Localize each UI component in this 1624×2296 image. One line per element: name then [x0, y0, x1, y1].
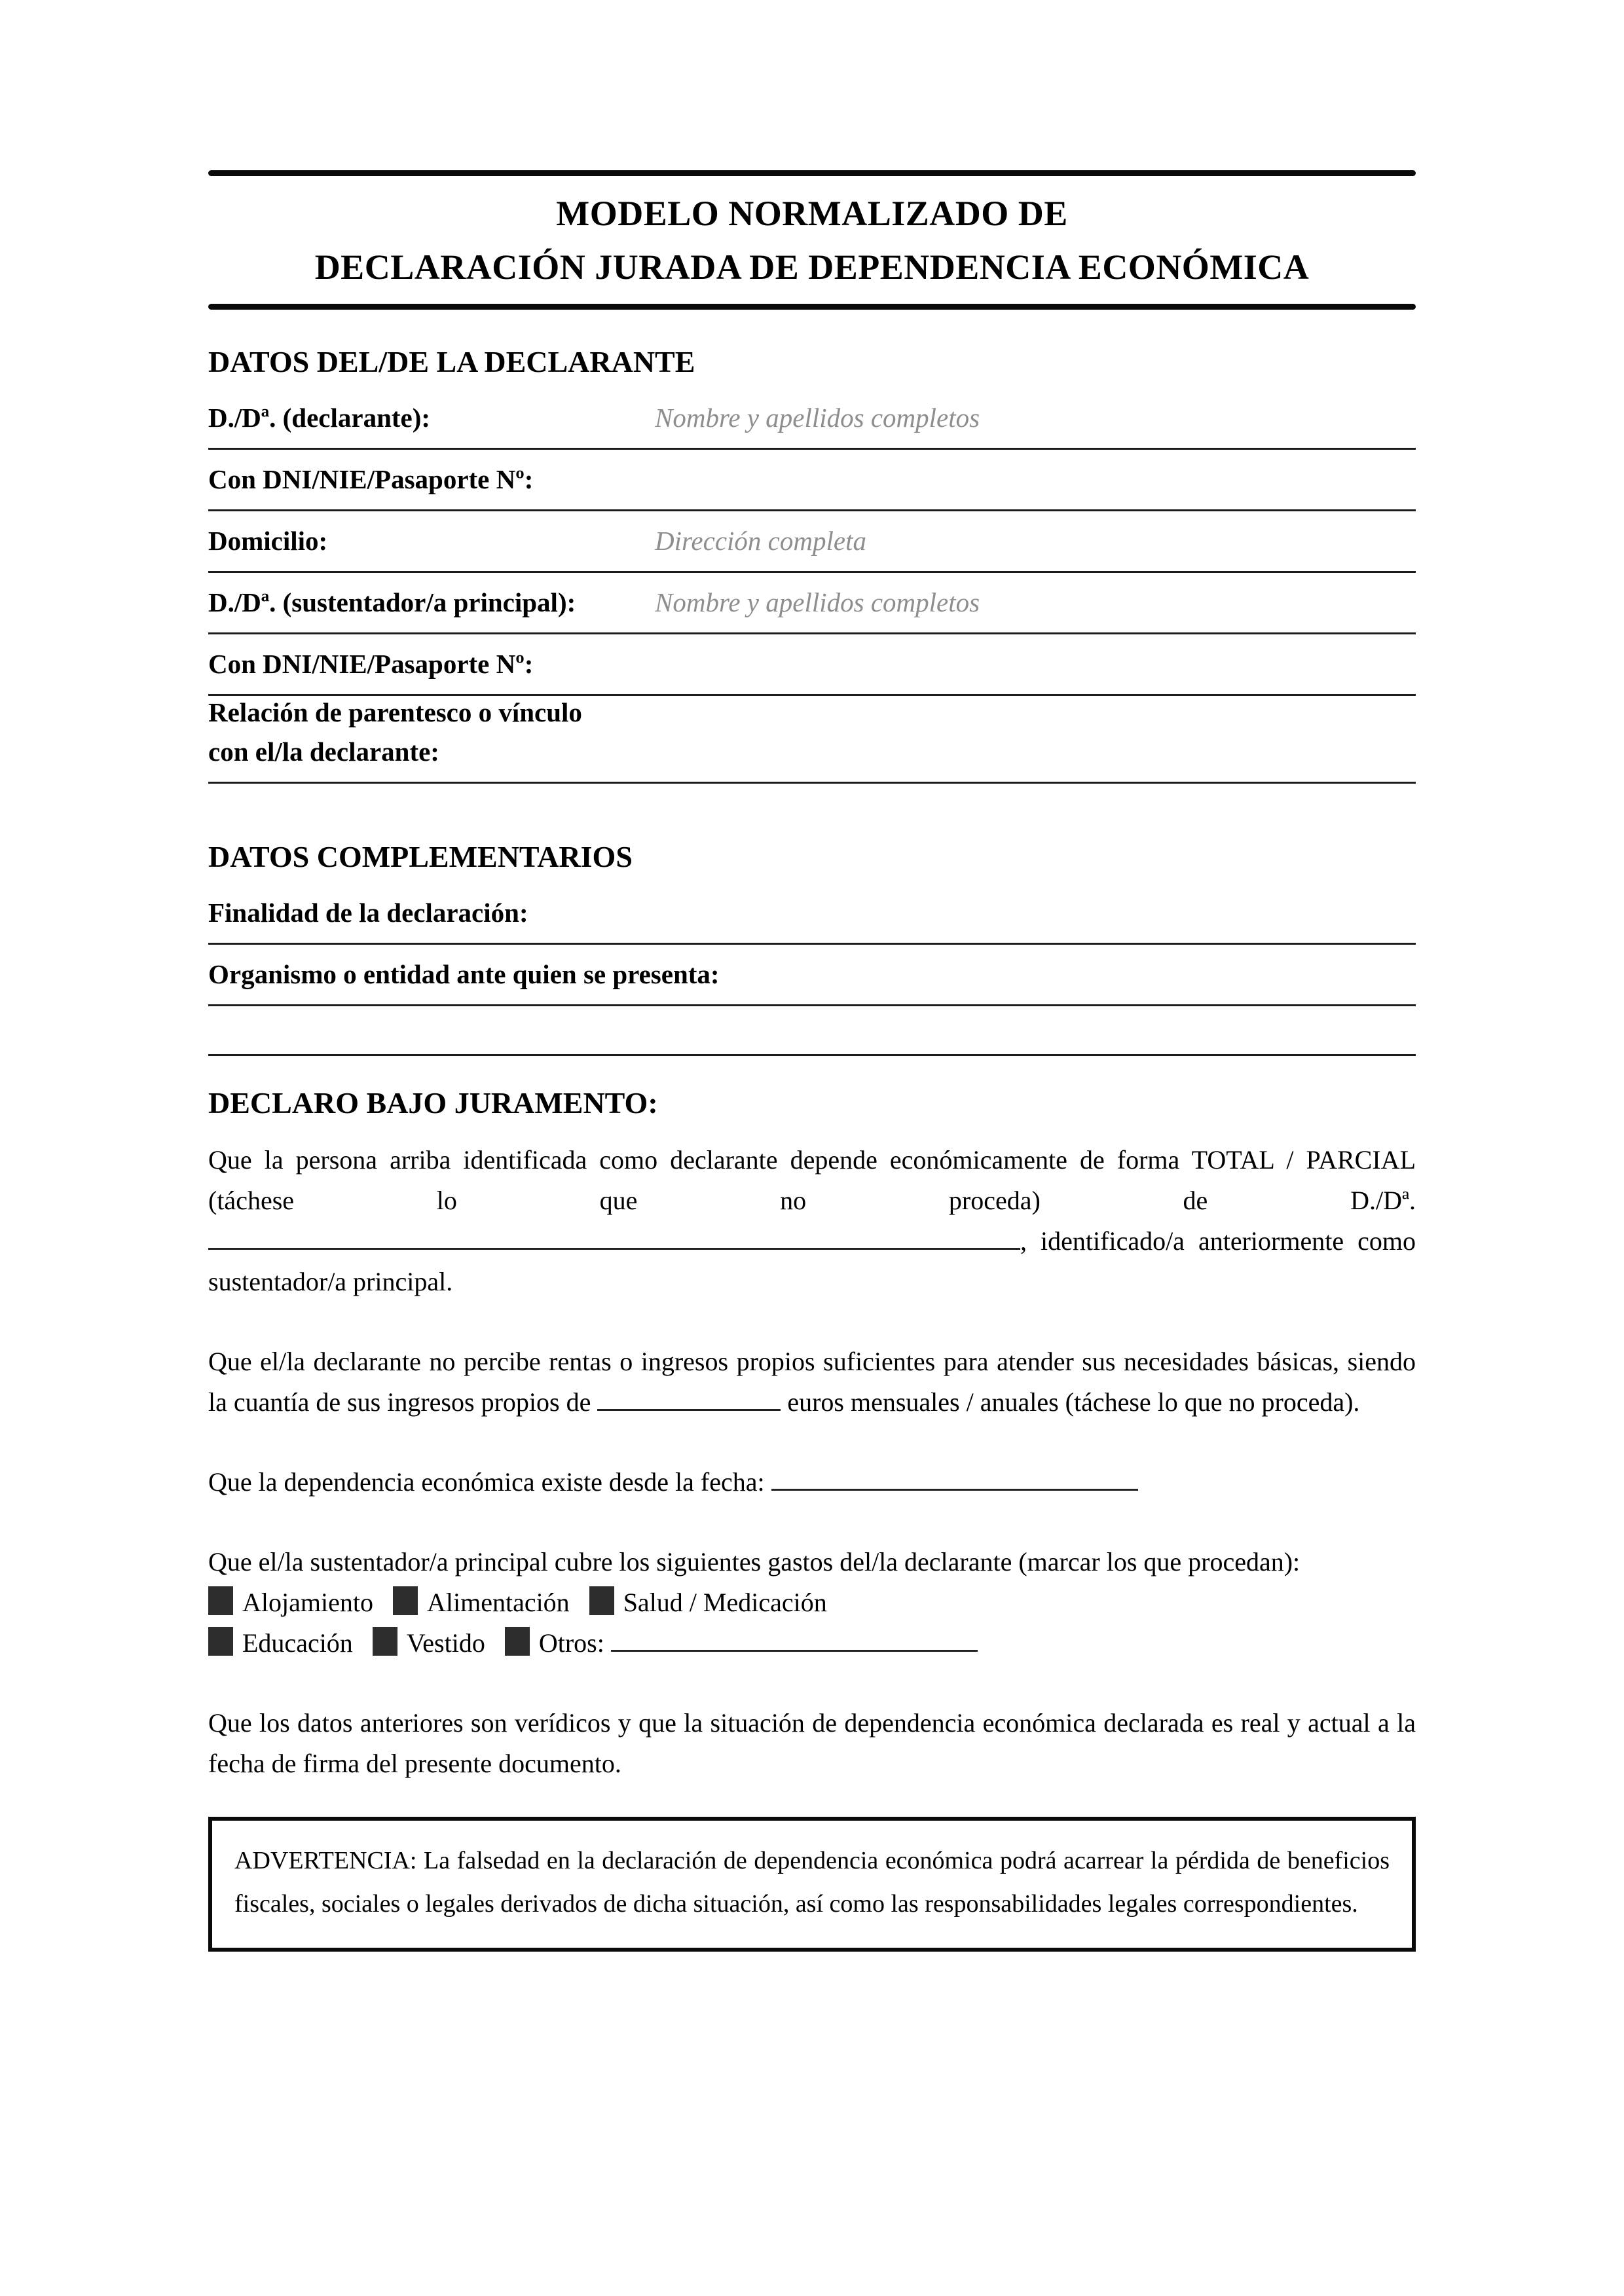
title-rule-bottom	[208, 304, 1416, 310]
p1-text-before: Que la persona arriba identificada como declarante depende económicamente de forma TOTAL / PARCIAL (táchese lo que no proceda) de D./Dª.	[208, 1145, 1416, 1215]
field-row-domicilio[interactable]	[208, 511, 1416, 573]
section-heading-declarante: DATOS DEL/DE LA DECLARANTE	[208, 345, 695, 378]
gastos-intro: Que el/la sustentador/a principal cubre los siguientes gastos del/la declarante (marcar los que procedan):	[208, 1547, 1301, 1576]
checkbox-alojamiento[interactable]	[208, 1586, 233, 1615]
checkbox-alimentacion[interactable]	[393, 1586, 418, 1615]
paragraph-fecha-dependencia	[208, 1462, 1416, 1503]
paragraph-dependencia-total-parcial	[208, 1140, 1416, 1302]
gasto-label: Alojamiento	[242, 1588, 373, 1617]
field-row-finalidad[interactable]	[208, 883, 1416, 945]
gasto-label: Alimentación	[426, 1588, 570, 1617]
field-row-sustentador-dni[interactable]	[208, 634, 1416, 696]
field-label-line1: Relación de parentesco o vínculo	[208, 697, 582, 727]
checkbox-vestido[interactable]	[373, 1627, 397, 1656]
gasto-label: Educación	[242, 1628, 353, 1658]
complementarios-fields	[208, 883, 1416, 1056]
checkbox-otros[interactable]	[505, 1627, 530, 1656]
fill-blank-nombre-sustentador[interactable]	[208, 1241, 1020, 1250]
page-title-line2: DECLARACIÓN JURADA DE DEPENDENCIA ECONÓMICA	[314, 247, 1310, 287]
field-label: Finalidad de la declaración:	[208, 898, 528, 928]
gasto-item-educacion	[208, 1628, 353, 1658]
gasto-item-alojamiento	[208, 1588, 373, 1617]
declarante-fields	[208, 388, 1416, 784]
p3-text: Que la dependencia económica existe desde la fecha:	[208, 1467, 765, 1497]
field-label: Con DNI/NIE/Pasaporte Nº:	[208, 464, 534, 494]
fill-blank-otros[interactable]	[611, 1643, 978, 1652]
title-rule-top	[208, 170, 1416, 176]
field-row-sustentador-nombre[interactable]	[208, 573, 1416, 634]
checkbox-salud[interactable]	[589, 1586, 614, 1615]
p1-text-after: , identificado/a anteriormente como sustentador/a principal.	[208, 1226, 1416, 1296]
paragraph-gastos	[208, 1542, 1416, 1664]
field-label: D./Dª. (declarante):	[208, 403, 431, 433]
paragraph-ingresos	[208, 1341, 1416, 1423]
checkbox-educacion[interactable]	[208, 1627, 233, 1656]
gasto-item-salud	[589, 1588, 827, 1617]
gasto-label: Salud / Medicación	[623, 1588, 827, 1617]
gasto-item-otros	[505, 1628, 978, 1658]
warning-box	[208, 1817, 1416, 1952]
gasto-label: Otros:	[538, 1628, 604, 1658]
gasto-label: Vestido	[406, 1628, 485, 1658]
field-row-organismo[interactable]	[208, 945, 1416, 1006]
field-row-declarante-nombre[interactable]	[208, 388, 1416, 450]
gasto-item-alimentacion	[393, 1588, 570, 1617]
p2-text-before: Que el/la declarante no percibe rentas o ingresos propios suficientes para atender sus necesidades básicas, siendo la cuantía de sus ingresos propios de	[208, 1347, 1416, 1417]
section-heading-declaracion: DECLARO BAJO JURAMENTO:	[208, 1086, 658, 1120]
field-label: Organismo o entidad ante quien se presenta:	[208, 959, 720, 989]
page-title-line1: MODELO NORMALIZADO DE	[556, 194, 1068, 233]
gastos-line-2	[208, 1623, 1416, 1664]
fill-blank-cuantia-ingresos[interactable]	[597, 1402, 781, 1411]
field-row-organismo-continuation[interactable]	[208, 1006, 1416, 1056]
section-heading-complementarios: DATOS COMPLEMENTARIOS	[208, 840, 633, 873]
warning-text: ADVERTENCIA: La falsedad en la declaración de dependencia económica podrá acarrear la pérdida de beneficios fiscales, sociales o legales derivados de dicha situación, así como las responsabilidades legales correspondientes.	[234, 1847, 1390, 1918]
field-label	[208, 693, 1416, 771]
gastos-line-1	[208, 1582, 1416, 1623]
paragraph-veracidad: Que los datos anteriores son verídicos y que la situación de dependencia económica declarada es real y actual a la fecha de firma del presente documento.	[208, 1708, 1416, 1778]
field-row-declarante-dni[interactable]	[208, 450, 1416, 511]
field-placeholder: Nombre y apellidos completos	[655, 587, 980, 617]
field-placeholder: Dirección completa	[655, 526, 866, 556]
field-placeholder: Nombre y apellidos completos	[655, 403, 980, 433]
gasto-item-vestido	[373, 1628, 485, 1658]
field-row-parentesco[interactable]	[208, 696, 1416, 784]
field-label: Domicilio:	[208, 526, 328, 556]
p2-text-after: euros mensuales / anuales (táchese lo que no proceda).	[787, 1387, 1360, 1417]
field-label-line2: con el/la declarante:	[208, 737, 439, 767]
field-label: D./Dª. (sustentador/a principal):	[208, 587, 576, 617]
field-label: Con DNI/NIE/Pasaporte Nº:	[208, 649, 534, 679]
page-title	[208, 187, 1416, 294]
fill-blank-fecha[interactable]	[771, 1482, 1138, 1491]
